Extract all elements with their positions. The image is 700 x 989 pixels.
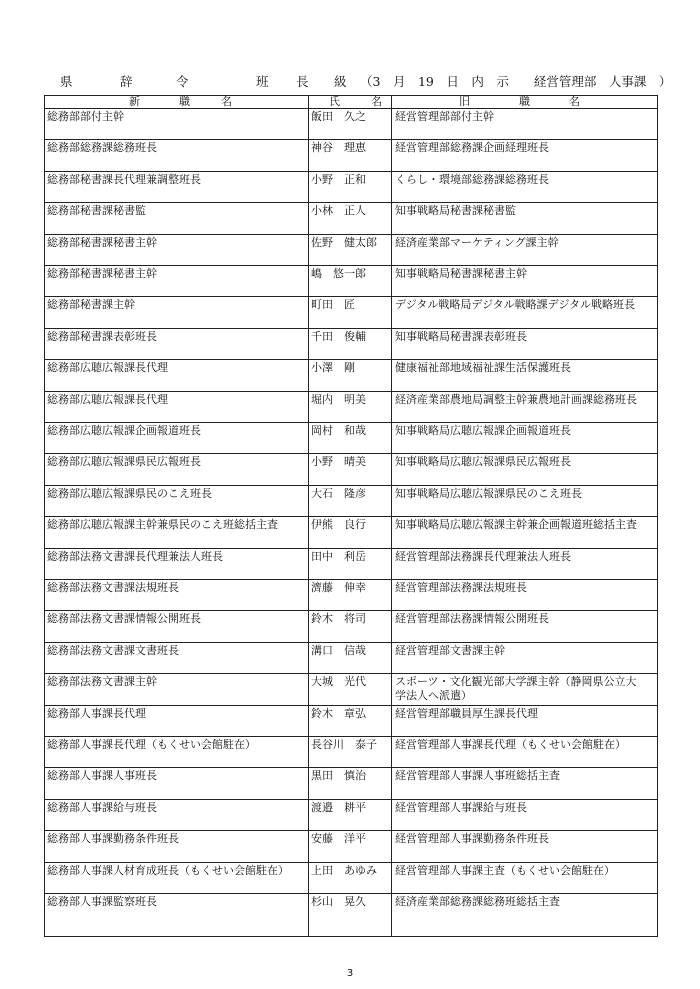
table-row [45,454,657,485]
old-post-cell: 経済産業部マーケティング課主幹 [395,235,559,249]
old-post-cell: 知事戦略局広聴広報課県民のこえ班長 [395,486,582,500]
table-row [45,140,657,171]
old-post-cell: 知事戦略局広聴広報課県民広報班長 [395,455,571,469]
table-row [45,863,657,894]
new-post-cell: 総務部総務課総務班長 [47,141,157,155]
new-post-cell: 総務部法務文書課法規班長 [47,581,179,594]
table-row [45,392,657,423]
old-post-cell: 経営管理部人事課長代理（もくせい会館駐在） [395,738,626,751]
new-post-cell: 総務部広聴広報課長代理 [47,392,168,406]
column-divider-1 [308,96,309,936]
new-post-cell: 総務部人事課長代理（もくせい会館駐在） [47,738,256,751]
old-post-cell: くらし・環境部総務課総務班長 [395,172,549,186]
old-post-cell: 知事戦略局広聴広報課主幹兼企画報道班総括主査 [395,518,637,532]
old-post-cell: 知事戦略局秘書課表彰班長 [395,329,527,343]
table-row [45,737,657,768]
name-cell: 町田 匠 [311,298,355,312]
new-post-cell: 総務部人事課給与班長 [47,800,157,814]
name-cell: 小野 正和 [311,172,366,186]
new-post-cell: 総務部広聴広報課企画報道班長 [47,424,201,437]
document-header [44,72,672,90]
old-post-cell: 経営管理部法務課法規班長 [395,581,527,594]
header-ji: 辞 [120,74,133,89]
new-post-cell: 総務部法務文書課主幹 [47,675,157,689]
old-post-cell: 経営管理部総務課企画経理班長 [395,141,549,155]
table-row [45,674,657,705]
table-row [45,203,657,234]
name-cell: 小澤 剛 [311,361,355,375]
old-post-cell: 経営管理部人事課主査（もくせい会館駐在） [395,863,615,877]
old-post-cell: 知事戦略局広聴広報課企画報道班長 [395,424,571,437]
table-row [45,549,657,580]
old-post-cell: 経営管理部文書課主幹 [395,643,505,657]
new-post-cell: 総務部部付主幹 [47,110,124,123]
new-post-cell: 総務部広聴広報課長代理 [47,361,168,375]
name-cell: 田中 利岳 [311,549,366,563]
name-cell: 神谷 理恵 [311,141,366,155]
header-kyuu: 級 [334,74,347,89]
col-name-2: 名 [371,95,382,108]
name-cell: 岡村 和哉 [311,424,366,437]
table-row [45,706,657,737]
new-post-cell: 総務部秘書課秘書監 [47,204,146,218]
name-cell: 鈴木 将司 [311,612,366,626]
table-row [45,800,657,831]
old-post-cell: 経営管理部職員厚生課長代理 [395,706,538,720]
name-cell: 飯田 久之 [311,110,366,123]
name-cell: 長谷川 泰子 [311,738,377,751]
old-post-cell: 知事戦略局秘書課秘書主幹 [395,267,527,280]
table-row [45,831,657,862]
col-old-1: 旧 [459,95,470,108]
table-row [45,360,657,391]
old-post-cell: デジタル戦略局デジタル戦略課デジタル戦略班長 [395,298,636,312]
new-post-cell: 総務部法務文書課文書班長 [47,643,179,657]
name-cell: 渡邉 耕平 [311,800,366,814]
old-post-cell: 経営管理部法務課長代理兼法人班長 [395,549,571,563]
old-post-cell: 経営管理部人事課勤務条件班長 [395,832,549,846]
name-cell: 上田 あゆみ [311,863,377,877]
table-header [45,96,657,109]
new-post-cell: 総務部広聴広報課主幹兼県民のこえ班総括主査 [47,518,278,532]
name-cell: 大城 光代 [311,675,366,689]
name-cell: 黒田 慎治 [311,769,366,783]
old-post-cell: 経済産業部総務課総務班総括主査 [395,895,560,908]
new-post-cell: 総務部秘書課表彰班長 [47,329,157,343]
column-divider-2 [391,96,392,936]
table-row [45,297,657,328]
header-chou: 長 [296,74,309,89]
table-row [45,266,657,297]
table-row [45,486,657,517]
name-cell: 安藤 洋平 [311,832,366,846]
name-cell: 大石 隆彦 [311,486,366,500]
header-ken: 県 [60,74,73,89]
new-post-cell: 総務部法務文書課長代理兼法人班長 [47,549,223,563]
new-post-cell: 総務部法務文書課情報公開班長 [47,612,201,626]
new-post-cell: 総務部人事課人材育成班長（もくせい会館駐在） [47,863,289,877]
name-cell: 濟藤 伸幸 [311,581,366,594]
col-new-1: 新 [129,95,140,108]
old-post-cell: 経営管理部部付主幹 [395,110,494,123]
old-post-cell: 経営管理部法務課情報公開班長 [395,612,549,626]
table-row [45,109,657,140]
table-row [45,517,657,548]
new-post-cell: 総務部秘書課主幹 [47,298,135,312]
table-row [45,768,657,799]
table-row [45,329,657,360]
name-cell: 伊熊 良行 [311,518,366,532]
new-post-cell: 総務部秘書課秘書主幹 [47,267,157,280]
name-cell: 堀内 明美 [311,392,366,406]
header-han: 班 [256,74,269,89]
name-cell: 溝口 信哉 [311,643,366,657]
new-post-cell: 総務部秘書課長代理兼調整班長 [47,172,201,186]
new-post-cell: 総務部広聴広報課県民のこえ班長 [47,486,212,500]
col-old-3: 名 [569,95,580,108]
table-row [45,580,657,611]
new-post-cell: 総務部人事課人事班長 [47,769,157,783]
header-note: （3 月 19 日 内 示 経営管理部 人事課 ） [360,74,672,89]
table-row [45,894,657,925]
header-rei: 令 [176,74,189,89]
name-cell: 杉山 晃久 [311,895,366,908]
old-post-cell: 経済産業部農地局調整主幹兼農地計画課総務班長 [395,392,637,406]
table-row [45,643,657,674]
col-old-2: 職 [519,95,530,108]
table-row [45,235,657,266]
table-row [45,611,657,642]
name-cell: 嶋 悠一郎 [311,267,366,280]
old-post-cell: 経営管理部人事課人事班総括主査 [395,769,560,783]
name-cell: 佐野 健太郎 [311,235,377,249]
name-cell: 鈴木 章弘 [311,706,366,720]
page-number: 3 [346,968,354,979]
old-post-cell: スポーツ・文化観光部大学課主幹（静岡県公立大学法人へ派遣） [395,675,637,703]
old-post-cell: 知事戦略局秘書課秘書監 [395,204,516,218]
name-cell: 小林 正人 [311,204,366,218]
new-post-cell: 総務部人事課監察班長 [47,895,157,908]
col-new-3: 名 [221,95,232,108]
old-post-cell: 健康福祉部地域福祉課生活保護班長 [395,361,571,375]
col-new-2: 職 [179,95,190,108]
new-post-cell: 総務部広聴広報課県民広報班長 [47,455,201,469]
table-row [45,172,657,203]
table-row [45,423,657,454]
new-post-cell: 総務部秘書課秘書主幹 [47,235,157,249]
name-cell: 小野 晴美 [311,455,366,469]
new-post-cell: 総務部人事課長代理 [47,706,146,720]
col-name-1: 氏 [329,95,340,108]
new-post-cell: 総務部人事課勤務条件班長 [47,832,179,846]
old-post-cell: 経営管理部人事課給与班長 [395,800,527,814]
name-cell: 千田 俊輔 [311,329,366,343]
personnel-table [44,95,658,937]
